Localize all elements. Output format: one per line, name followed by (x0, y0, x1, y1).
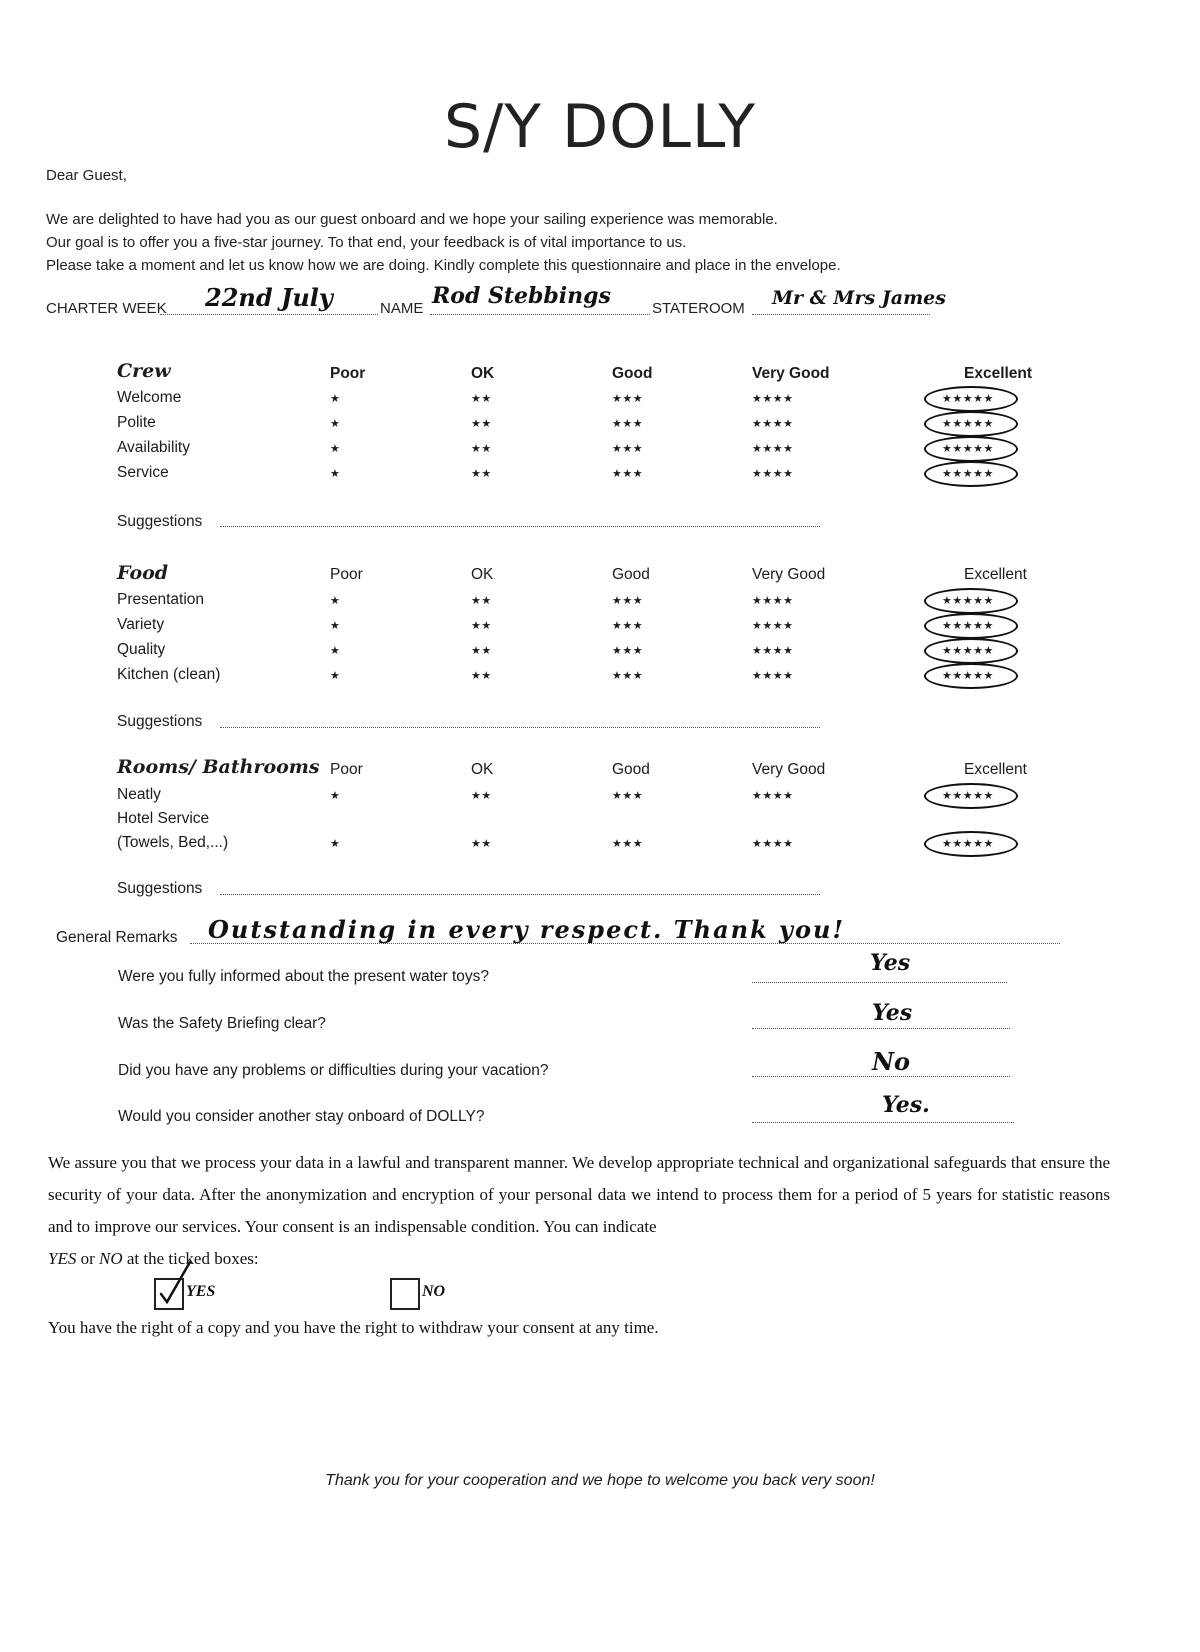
checkmark-icon (156, 1280, 182, 1308)
charter-week-line (160, 314, 378, 315)
rating-option-2-stars[interactable]: ★★ (471, 645, 492, 657)
selected-rating-circle (924, 588, 1018, 614)
rating-option-5-stars[interactable]: ★★★★★ (942, 670, 994, 682)
general-remarks-field[interactable]: Outstanding in every respect. Thank you! (208, 915, 845, 944)
consent-yes-label: YES (186, 1283, 216, 1300)
row-label: Neatly (117, 786, 161, 803)
rating-option-2-stars[interactable]: ★★ (471, 620, 492, 632)
consent-paragraph (48, 1147, 1110, 1275)
name-label: NAME (380, 300, 424, 317)
row-label: Hotel Service (117, 810, 210, 827)
question-water-toys: Were you fully informed about the present water toys? (118, 968, 490, 985)
answer-line (752, 1076, 1010, 1077)
rating-option-5-stars[interactable]: ★★★★★ (942, 595, 994, 607)
selected-rating-circle (924, 831, 1018, 857)
rating-option-1-stars[interactable]: ★ (330, 418, 341, 430)
rating-option-3-stars[interactable]: ★★★ (612, 645, 644, 657)
rating-option-4-stars[interactable]: ★★★★ (752, 790, 794, 802)
rating-option-3-stars[interactable]: ★★★ (612, 443, 644, 455)
answer-another-stay[interactable]: Yes. (882, 1092, 930, 1118)
rating-option-1-stars[interactable]: ★ (330, 645, 341, 657)
col-ok: OK (471, 566, 494, 583)
consent-rights: You have the right of a copy and you have the right to withdraw your consent at any time. (48, 1318, 659, 1337)
name-line (430, 314, 650, 315)
row-label: Availability (117, 439, 190, 456)
selected-rating-circle (924, 783, 1018, 809)
selected-rating-circle (924, 461, 1018, 487)
selected-rating-circle (924, 411, 1018, 437)
consent-no-label: NO (422, 1283, 446, 1300)
rating-option-5-stars[interactable]: ★★★★★ (942, 838, 994, 850)
rating-option-1-stars[interactable]: ★ (330, 670, 341, 682)
question-problems: Did you have any problems or difficulties during your vacation? (118, 1062, 549, 1079)
row-label: Service (117, 464, 169, 481)
row-label: Polite (117, 414, 156, 431)
rating-option-1-stars[interactable]: ★ (330, 790, 341, 802)
answer-safety-briefing[interactable]: Yes (872, 1000, 913, 1026)
rating-option-4-stars[interactable]: ★★★★ (752, 645, 794, 657)
answer-water-toys[interactable]: Yes (870, 950, 911, 976)
rating-option-2-stars[interactable]: ★★ (471, 595, 492, 607)
consent-yes-word: YES (48, 1249, 77, 1268)
rating-option-4-stars[interactable]: ★★★★ (752, 393, 794, 405)
rating-option-5-stars[interactable]: ★★★★★ (942, 468, 994, 480)
rating-option-4-stars[interactable]: ★★★★ (752, 620, 794, 632)
row-label: Presentation (117, 591, 205, 608)
consent-or: or (76, 1249, 100, 1268)
selected-rating-circle (924, 436, 1018, 462)
row-label: Quality (117, 641, 166, 658)
rating-option-2-stars[interactable]: ★★ (471, 418, 492, 430)
rating-option-3-stars[interactable]: ★★★ (612, 670, 644, 682)
row-label-sub: (Towels, Bed,...) (117, 834, 229, 851)
col-poor: Poor (330, 365, 366, 382)
col-excellent: Excellent (964, 566, 1027, 583)
intro-line-2: Our goal is to offer you a five-star journey. To that end, your feedback is of vital importance to us. (46, 234, 687, 251)
rating-option-3-stars[interactable]: ★★★ (612, 393, 644, 405)
answer-problems[interactable]: No (872, 1047, 910, 1076)
rating-option-1-stars[interactable]: ★ (330, 393, 341, 405)
rating-option-1-stars[interactable]: ★ (330, 595, 341, 607)
rating-option-1-stars[interactable]: ★ (330, 443, 341, 455)
rating-option-5-stars[interactable]: ★★★★★ (942, 443, 994, 455)
col-very-good: Very Good (752, 761, 826, 778)
rating-option-4-stars[interactable]: ★★★★ (752, 838, 794, 850)
charter-week-field[interactable]: 22nd July (205, 283, 333, 312)
answer-line (752, 1122, 1014, 1123)
rating-option-3-stars[interactable]: ★★★ (612, 838, 644, 850)
rating-option-2-stars[interactable]: ★★ (471, 838, 492, 850)
rating-option-2-stars[interactable]: ★★ (471, 393, 492, 405)
rooms-suggestions-field[interactable] (220, 894, 820, 895)
answer-line (752, 1028, 1010, 1029)
rating-option-5-stars[interactable]: ★★★★★ (942, 418, 994, 430)
rating-option-5-stars[interactable]: ★★★★★ (942, 620, 994, 632)
col-ok: OK (471, 761, 494, 778)
rating-option-2-stars[interactable]: ★★ (471, 670, 492, 682)
document-title: S/Y DOLLY (444, 92, 756, 162)
rating-option-3-stars[interactable]: ★★★ (612, 468, 644, 480)
rating-option-3-stars[interactable]: ★★★ (612, 620, 644, 632)
crew-suggestions-label: Suggestions (117, 513, 203, 530)
rating-option-1-stars[interactable]: ★ (330, 620, 341, 632)
col-excellent: Excellent (964, 761, 1027, 778)
col-poor: Poor (330, 761, 363, 778)
food-suggestions-field[interactable] (220, 727, 820, 728)
col-good: Good (612, 365, 653, 382)
rating-option-1-stars[interactable]: ★ (330, 838, 341, 850)
section-title-food: Food (117, 562, 169, 584)
stateroom-field[interactable]: Mr & Mrs James (772, 287, 946, 309)
col-ok: OK (471, 365, 495, 382)
rating-option-4-stars[interactable]: ★★★★ (752, 595, 794, 607)
rating-option-2-stars[interactable]: ★★ (471, 468, 492, 480)
rating-option-4-stars[interactable]: ★★★★ (752, 443, 794, 455)
rating-option-4-stars[interactable]: ★★★★ (752, 418, 794, 430)
col-good: Good (612, 566, 650, 583)
col-poor: Poor (330, 566, 363, 583)
rating-option-2-stars[interactable]: ★★ (471, 790, 492, 802)
section-title-crew: Crew (117, 360, 171, 382)
rating-option-5-stars[interactable]: ★★★★★ (942, 645, 994, 657)
rating-option-2-stars[interactable]: ★★ (471, 443, 492, 455)
crew-suggestions-field[interactable] (220, 526, 820, 527)
rating-option-3-stars[interactable]: ★★★ (612, 595, 644, 607)
rating-option-3-stars[interactable]: ★★★ (612, 790, 644, 802)
answer-line (752, 982, 1007, 983)
charter-week-label: CHARTER WEEK (46, 300, 167, 317)
question-another-stay: Would you consider another stay onboard of DOLLY? (118, 1108, 485, 1125)
section-title-rooms: Rooms/ Bathrooms (117, 756, 320, 778)
closing-thanks: Thank you for your cooperation and we hope to welcome you back very soon! (325, 1472, 875, 1489)
intro-line-3: Please take a moment and let us know how we are doing. Kindly complete this questionnaire and place in the envelope. (46, 257, 841, 274)
consent-no-checkbox[interactable] (390, 1278, 420, 1310)
stateroom-line (752, 314, 930, 315)
consent-tail: at the ticked boxes: (122, 1249, 259, 1268)
col-good: Good (612, 761, 650, 778)
name-field[interactable]: Rod Stebbings (432, 283, 611, 309)
rating-option-3-stars[interactable]: ★★★ (612, 418, 644, 430)
row-label: Variety (117, 616, 165, 633)
consent-text: We assure you that we process your data in a lawful and transparent manner. We develop appropriate technical and organizational safeguards that ensure the security of your data. After the anonymization and encryption of your personal data we intend to process them for a period of 5 years for statistic reasons and to improve our services. Your consent is an indispensable condition. You can indicate (48, 1153, 1110, 1236)
general-remarks-label: General Remarks (56, 929, 178, 946)
food-suggestions-label: Suggestions (117, 713, 203, 730)
intro-line-1: We are delighted to have had you as our guest onboard and we hope your sailing experience was memorable. (46, 211, 778, 228)
col-very-good: Very Good (752, 365, 830, 382)
col-very-good: Very Good (752, 566, 826, 583)
rating-option-5-stars[interactable]: ★★★★★ (942, 790, 994, 802)
question-safety-briefing: Was the Safety Briefing clear? (118, 1015, 326, 1032)
row-label: Welcome (117, 389, 182, 406)
selected-rating-circle (924, 613, 1018, 639)
rating-option-5-stars[interactable]: ★★★★★ (942, 393, 994, 405)
rating-option-1-stars[interactable]: ★ (330, 468, 341, 480)
selected-rating-circle (924, 638, 1018, 664)
rooms-suggestions-label: Suggestions (117, 880, 203, 897)
greeting: Dear Guest, (46, 167, 127, 184)
consent-no-word: NO (99, 1249, 123, 1268)
row-label: Kitchen (clean) (117, 666, 221, 683)
stateroom-label: STATEROOM (652, 300, 745, 317)
selected-rating-circle (924, 663, 1018, 689)
col-excellent: Excellent (964, 365, 1033, 382)
rating-option-4-stars[interactable]: ★★★★ (752, 468, 794, 480)
consent-yes-checkbox[interactable] (154, 1278, 184, 1310)
selected-rating-circle (924, 386, 1018, 412)
rating-option-4-stars[interactable]: ★★★★ (752, 670, 794, 682)
